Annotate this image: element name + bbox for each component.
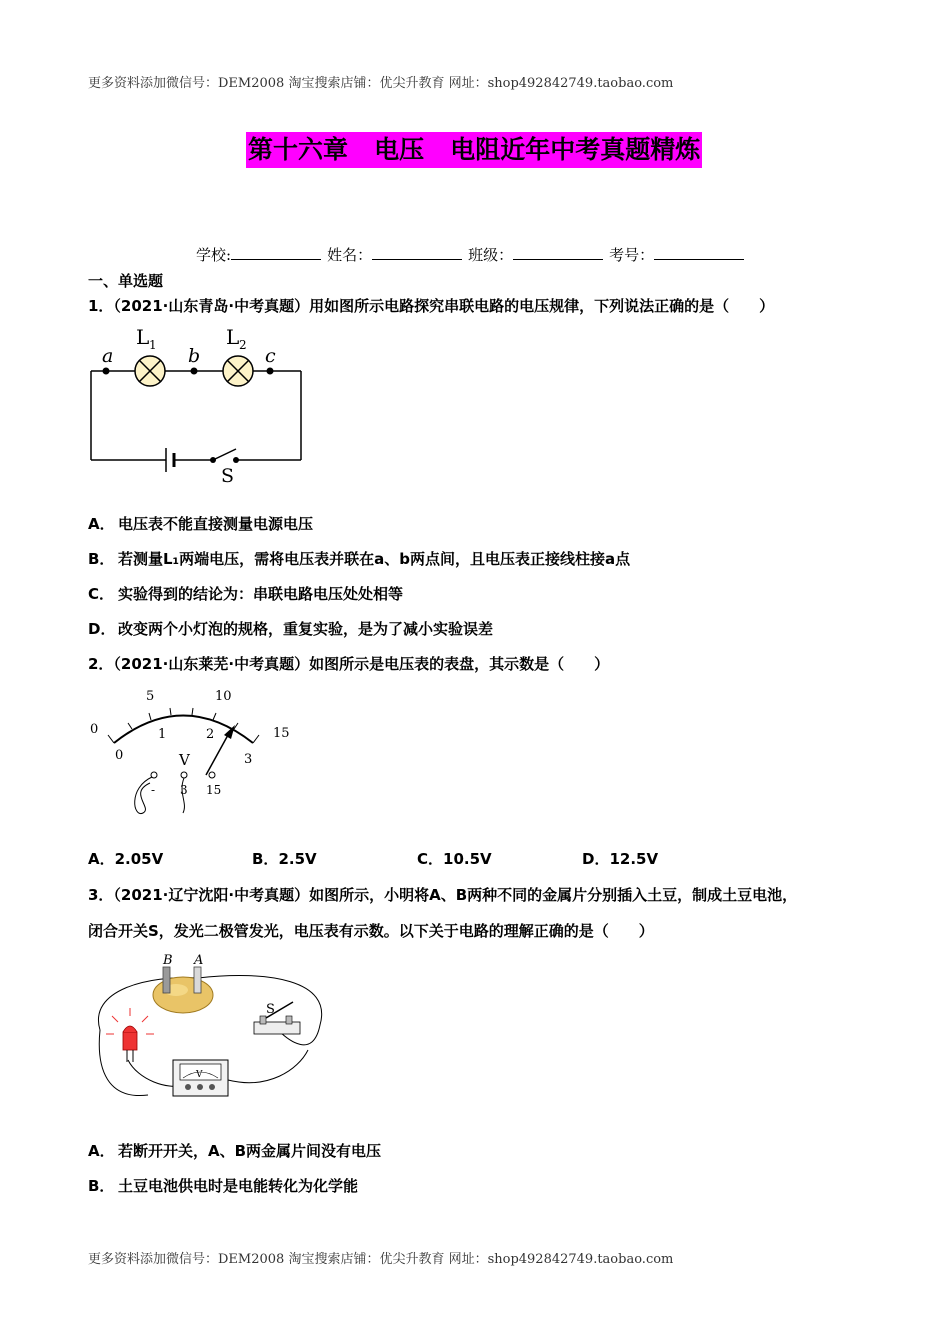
inner-tick-3: 3 bbox=[244, 752, 253, 767]
volt-unit-label: V bbox=[179, 751, 190, 769]
school-label: 学校: bbox=[196, 246, 232, 264]
header-note: 更多资料添加微信号：DEM2008 淘宝搜索店铺：优尖升教育 网址：shop492842749.taobao.com bbox=[88, 76, 674, 91]
outer-tick-5: 5 bbox=[146, 689, 155, 704]
voltmeter-icon bbox=[173, 1060, 228, 1096]
q2-option-c[interactable]: C．10.5V bbox=[417, 850, 492, 868]
switch-s-label: S bbox=[266, 1002, 275, 1017]
l2-label: L bbox=[226, 325, 240, 349]
point-a-label: a bbox=[102, 345, 114, 367]
led-icon bbox=[106, 1008, 154, 1062]
q1-option-c[interactable]: C． 实验得到的结论为：串联电路电压处处相等 bbox=[88, 585, 404, 603]
l1-label: L bbox=[136, 325, 150, 349]
question-2-stem: 2．（2021·山东莱芜·中考真题）如图所示是电压表的表盘，其示数是（ ） bbox=[88, 655, 610, 673]
question-3-stem-line2: 闭合开关S，发光二极管发光，电压表有示数。以下关于电路的理解正确的是（ ） bbox=[88, 922, 654, 940]
question-1-stem: 1．（2021·山东青岛·中考真题）用如图所示电路探究串联电路的电压规律，下列说法正确的是（ ） bbox=[88, 297, 775, 315]
lamp-l2 bbox=[223, 356, 253, 386]
q2-option-b[interactable]: B．2.5V bbox=[252, 850, 317, 868]
voltmeter-unit: V bbox=[196, 1070, 203, 1080]
lamp-l1 bbox=[135, 356, 165, 386]
inner-tick-2: 2 bbox=[206, 727, 215, 742]
series-circuit-figure bbox=[88, 322, 308, 492]
page-title: 第十六章 电压 电阻近年中考真题精炼 bbox=[246, 132, 702, 168]
school-blank[interactable] bbox=[231, 245, 321, 260]
exam-no-label: 考号： bbox=[609, 246, 655, 264]
footer-note: 更多资料添加微信号：DEM2008 淘宝搜索店铺：优尖升教育 网址：shop492842749.taobao.com bbox=[88, 1252, 674, 1267]
student-info-line bbox=[196, 244, 750, 265]
terminal-15: 15 bbox=[206, 783, 222, 797]
outer-tick-0: 0 bbox=[90, 722, 99, 737]
class-blank[interactable] bbox=[513, 245, 603, 260]
terminal-3: 3 bbox=[180, 783, 188, 797]
class-label: 班级： bbox=[468, 246, 514, 264]
potato-battery-figure bbox=[88, 950, 338, 1120]
section-heading: 一、单选题 bbox=[88, 272, 164, 290]
q1-option-d[interactable]: D． 改变两个小灯泡的规格，重复实验，是为了减小实验误差 bbox=[88, 620, 494, 638]
switch-s bbox=[254, 1002, 300, 1034]
q3-option-a[interactable]: A． 若断开开关，A、B两金属片间没有电压 bbox=[88, 1142, 382, 1160]
terminal-negative: - bbox=[151, 783, 156, 797]
outer-tick-15: 15 bbox=[273, 726, 290, 741]
q1-option-a[interactable]: A． 电压表不能直接测量电源电压 bbox=[88, 515, 314, 533]
inner-tick-1: 1 bbox=[158, 727, 167, 742]
switch-s-label: S bbox=[221, 465, 235, 487]
l2-subscript: 2 bbox=[239, 338, 247, 352]
q2-option-d[interactable]: D．12.5V bbox=[582, 850, 659, 868]
q2-option-a[interactable]: A．2.05V bbox=[88, 850, 164, 868]
inner-tick-0: 0 bbox=[115, 748, 124, 763]
plate-b-label: B bbox=[163, 953, 173, 968]
outer-tick-10: 10 bbox=[215, 689, 232, 704]
plate-a-label: A bbox=[194, 953, 204, 968]
l1-subscript: 1 bbox=[149, 338, 157, 352]
q1-option-b[interactable]: B． 若测量L₁两端电压，需将电压表并联在a、b两点间，且电压表正接线柱接a点 bbox=[88, 550, 631, 568]
exam-no-blank[interactable] bbox=[654, 245, 744, 260]
name-blank[interactable] bbox=[372, 245, 462, 260]
q3-option-b[interactable]: B． 土豆电池供电时是电能转化为化学能 bbox=[88, 1177, 359, 1195]
point-b-label: b bbox=[188, 345, 201, 367]
voltmeter-dial-figure bbox=[88, 683, 298, 823]
name-label: 姓名： bbox=[327, 246, 373, 264]
question-3-stem-line1: 3．（2021·辽宁沈阳·中考真题）如图所示，小明将A、B两种不同的金属片分别插入土豆，制成土豆电池， bbox=[88, 886, 798, 904]
point-c-label: c bbox=[265, 345, 276, 367]
